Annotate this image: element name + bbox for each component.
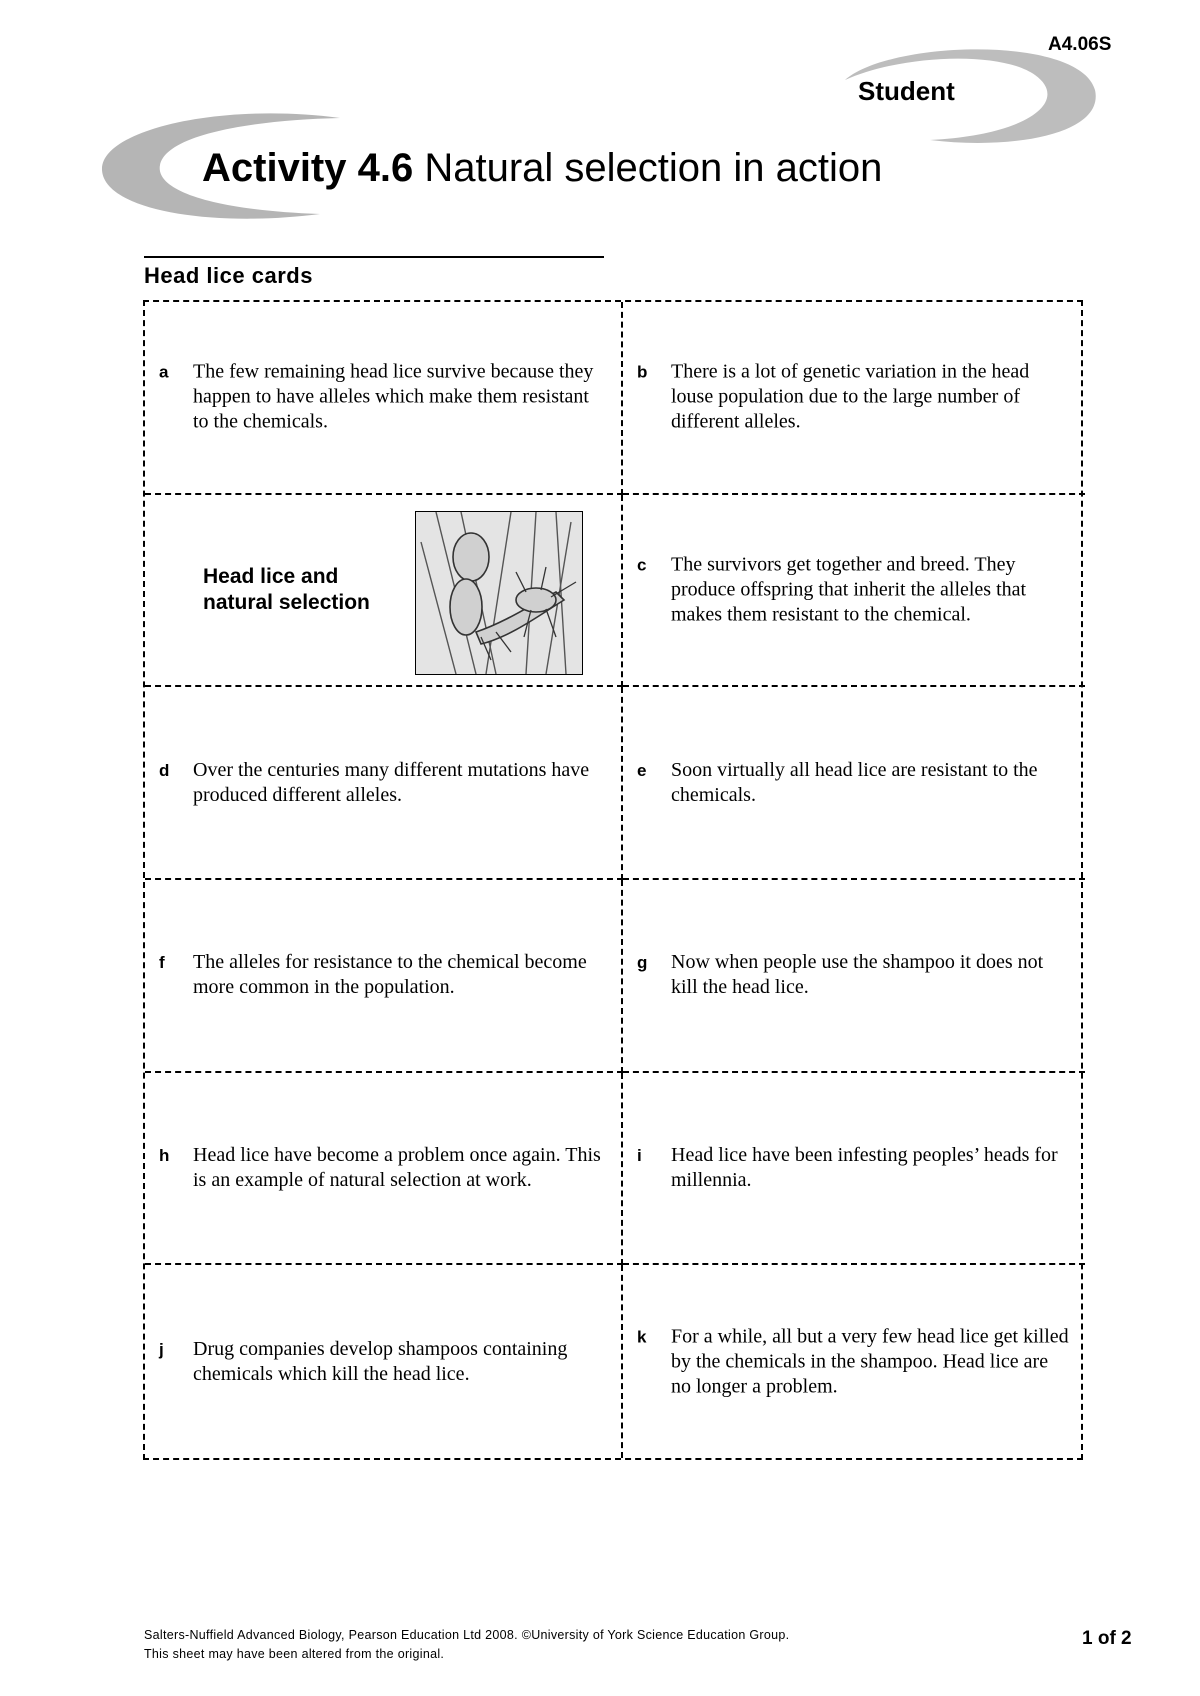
title-card (145, 495, 623, 688)
card-f (145, 880, 623, 1073)
page-title (202, 146, 882, 191)
card-letter: i (637, 1145, 642, 1165)
card-text: The survivors get together and breed. They produce offspring that inherit the alleles that makes them resistant to the chemical. (671, 553, 1027, 626)
card-a (145, 302, 623, 495)
title-card-label (203, 564, 403, 616)
activity-title: Natural selection in action (413, 146, 883, 190)
card-g (623, 880, 1085, 1073)
footer-copyright: Salters-Nuffield Advanced Biology, Pearson Education Ltd 2008. ©University of York Science Education Group. (144, 1628, 790, 1642)
card-b (623, 302, 1085, 495)
card-letter: d (159, 760, 170, 780)
card-text: Drug companies develop shampoos containing chemicals which kill the head lice. (193, 1337, 568, 1385)
card-grid (143, 300, 1083, 1460)
card-j (145, 1265, 623, 1458)
card-letter: j (159, 1339, 164, 1359)
card-letter: c (637, 555, 647, 575)
footer-disclaimer: This sheet may have been altered from the original. (144, 1647, 445, 1661)
card-text: The alleles for resistance to the chemical become more common in the population. (193, 951, 587, 999)
card-k (623, 1265, 1085, 1458)
card-c (623, 495, 1085, 688)
card-letter: g (637, 953, 648, 973)
title-card-line-2: natural selection (203, 590, 370, 614)
card-h (145, 1073, 623, 1266)
card-letter: b (637, 362, 648, 382)
head-louse-illustration-icon (415, 511, 583, 675)
card-text: Head lice have become a problem once again. This is an example of natural selection at work. (193, 1143, 601, 1191)
card-text: Now when people use the shampoo it does not kill the head lice. (671, 951, 1044, 999)
card-i (623, 1073, 1085, 1266)
card-letter: a (159, 362, 169, 382)
footer-credits (144, 1626, 789, 1664)
title-card-line-1: Head lice and (203, 564, 339, 588)
section-divider (144, 256, 604, 258)
card-text: Soon virtually all head lice are resistant to the chemicals. (671, 758, 1038, 806)
card-d (145, 687, 623, 880)
student-label: Student (858, 76, 955, 106)
card-text: The few remaining head lice survive because they happen to have alleles which make them resistant to the chemicals. (193, 360, 594, 433)
card-letter: k (637, 1327, 647, 1347)
card-text: Over the centuries many different mutations have produced different alleles. (193, 758, 590, 806)
section-heading: Head lice cards (144, 263, 313, 288)
card-text: There is a lot of genetic variation in the head louse population due to the large number of different alleles. (671, 360, 1030, 433)
card-text: Head lice have been infesting peoples’ heads for millennia. (671, 1143, 1058, 1191)
page-number: 1 of 2 (1082, 1628, 1132, 1649)
activity-number: Activity 4.6 (202, 146, 414, 190)
card-letter: e (637, 760, 647, 780)
card-text: For a while, all but a very few head lice get killed by the chemicals in the shampoo. Head lice are no longer a problem. (671, 1325, 1069, 1398)
card-e (623, 687, 1085, 880)
sheet-code: A4.06S (1048, 34, 1112, 55)
card-letter: h (159, 1145, 170, 1165)
card-letter: f (159, 953, 165, 973)
